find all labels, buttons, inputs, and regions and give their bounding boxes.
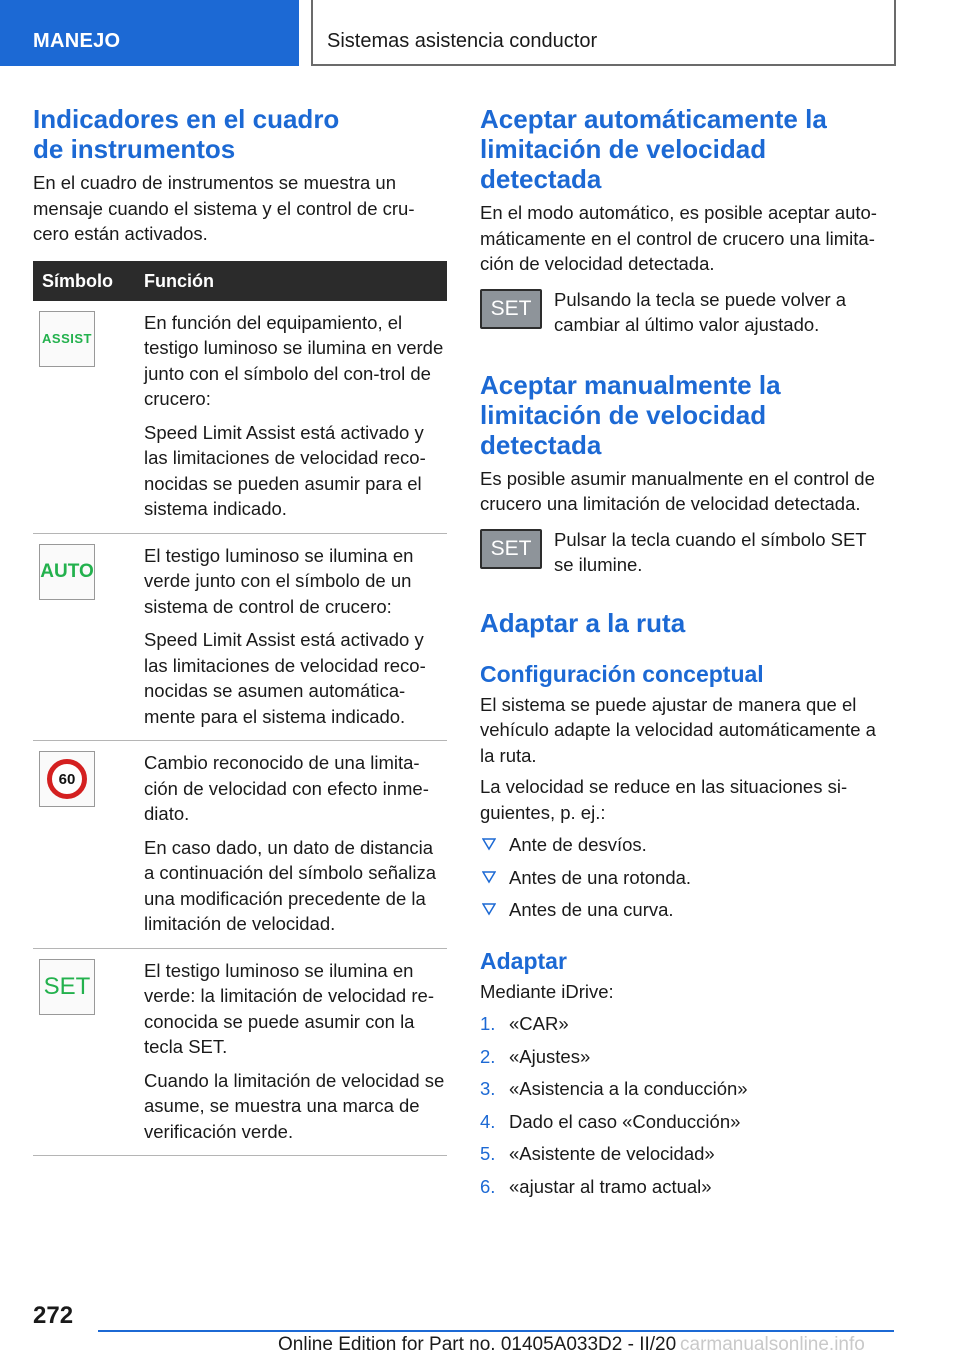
- function-text: Speed Limit Assist está activado y las limitaciones de velocidad reco-nocidas se asumen automática-mente para el sistema indicado.: [144, 629, 426, 727]
- page-number: 272: [33, 1302, 74, 1329]
- watermark: carmanualsonline.info: [680, 1334, 865, 1355]
- speed-limit-sign-icon: 60: [39, 751, 95, 807]
- section-heading: Aceptar automáticamente la limitación de velocidad detectada: [480, 104, 827, 194]
- triangle-bullet-icon: [482, 837, 496, 851]
- table-row: [33, 534, 447, 742]
- function-text: Cambio reconocido de una limita-ción de velocidad con efecto inme-diato.: [144, 752, 429, 824]
- chapter-title: Sistemas asistencia conductor: [327, 30, 598, 52]
- body-paragraph: Es posible asumir manualmente en el control de crucero una limitación de velocidad detectada.: [480, 467, 875, 514]
- edition-note: Online Edition for Part no. 01405A033D2 - II/20: [278, 1334, 677, 1355]
- body-paragraph: Mediante iDrive:: [480, 980, 614, 1002]
- triangle-bullet-icon: [482, 902, 496, 916]
- function-text: El testigo luminoso se ilumina en verde junto con el símbolo de un sistema de control de crucero:: [144, 544, 414, 617]
- list-item: 5. «Asistente de velocidad»: [480, 1143, 715, 1164]
- function-text: Cuando la limitación de velocidad se asume, se muestra una marca de verificación verde.: [144, 1069, 445, 1142]
- intro-paragraph: En el cuadro de instrumentos se muestra un mensaje cuando el sistema y el control de cru-cero están activados.: [33, 172, 415, 244]
- function-text: En caso dado, un dato de distancia a continuación del símbolo señaliza una modificación precedente de la limitación de velocidad.: [144, 836, 437, 934]
- subsection-heading: Adaptar: [480, 947, 567, 974]
- key-instruction: [480, 527, 890, 578]
- list-item: 4. Dado el caso «Conducción»: [480, 1110, 741, 1132]
- section-heading: Aceptar manualmente la limitación de velocidad detectada: [480, 369, 781, 460]
- function-text: Speed Limit Assist está activado y las limitaciones de velocidad reco-nocidas se pueden asumir para el sistema indicado.: [144, 421, 426, 519]
- list-item: Antes de una rotonda.: [480, 865, 890, 891]
- body-paragraph: En el modo automático, es posible aceptar auto-máticamente en el control de crucero una limita-ción de velocidad detectada.: [480, 202, 877, 274]
- footer-divider: [98, 1330, 894, 1332]
- list-item: 3. «Asistencia a la conducción»: [480, 1078, 748, 1099]
- table-row: [33, 301, 447, 534]
- triangle-bullet-icon: [482, 870, 496, 884]
- set-key-icon: SET: [480, 289, 542, 329]
- function-text: En función del equipamiento, el testigo luminoso se ilumina en verde junto con el símbolo del con-trol de crucero:: [144, 311, 444, 409]
- subsection-heading: Configuración conceptual: [480, 660, 764, 687]
- auto-indicator-icon: AUTO: [39, 544, 95, 600]
- key-instruction: [480, 287, 890, 338]
- list-item: 1. «CAR»: [480, 1013, 569, 1034]
- set-indicator-icon: SET: [39, 959, 95, 1015]
- list-item: 6. «ajustar al tramo actual»: [480, 1175, 712, 1197]
- assist-indicator-icon: ASSIST: [39, 311, 95, 367]
- section-title: MANEJO: [33, 30, 121, 52]
- list-item: Ante de desvíos.: [480, 832, 890, 858]
- section-heading: Indicadores en el cuadro de instrumentos: [33, 104, 340, 164]
- body-paragraph: La velocidad se reduce en las situaciones si-guientes, p. ej.:: [480, 776, 848, 823]
- left-column: [33, 104, 447, 1156]
- set-key-icon: SET: [480, 529, 542, 569]
- list-item: Antes de una curva.: [480, 897, 890, 923]
- key-text: Pulsar la tecla cuando el símbolo SET se ilumine.: [554, 528, 867, 575]
- col-function-header: Función: [144, 270, 214, 291]
- step-list: [480, 1011, 890, 1199]
- chapter-header: [311, 0, 896, 66]
- right-column: [480, 104, 890, 1199]
- section-tab: [0, 0, 299, 66]
- table-header: [33, 261, 447, 301]
- list-item: 2. «Ajustes»: [480, 1045, 591, 1067]
- col-symbol-header: Símbolo: [42, 270, 113, 291]
- table-row: [33, 741, 447, 949]
- key-text: Pulsando la tecla se puede volver a cambiar al último valor ajustado.: [554, 288, 847, 335]
- section-heading: Adaptar a la ruta: [480, 607, 686, 638]
- table-row: [33, 949, 447, 1157]
- function-text: El testigo luminoso se ilumina en verde: la limitación de velocidad re-conocida se puede asumir con la tecla SET.: [144, 959, 434, 1057]
- bullet-list: [480, 832, 890, 923]
- body-paragraph: El sistema se puede ajustar de manera que el vehículo adapte la velocidad automáticamente a la ruta.: [480, 693, 876, 766]
